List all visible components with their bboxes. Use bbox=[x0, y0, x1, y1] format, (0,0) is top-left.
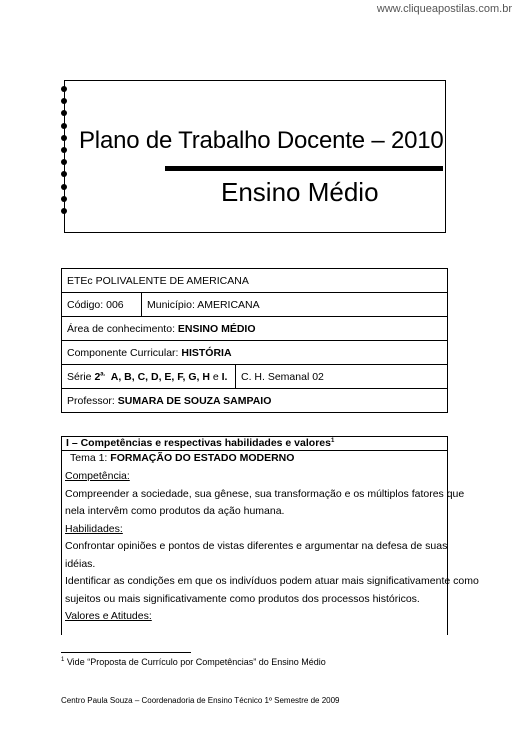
competencies-heading-text: I – Competências e respectivas habilidades e valores bbox=[66, 437, 331, 449]
document-subtitle: Ensino Médio bbox=[221, 177, 379, 207]
school-info-table bbox=[61, 268, 448, 413]
area-label: Área de conhecimento: bbox=[67, 322, 178, 335]
series-classes: A, B, C, D, E, F, G, H bbox=[105, 370, 210, 383]
document-title: Plano de Trabalho Docente – 2010 bbox=[79, 127, 444, 154]
footnote-text: Vide “Proposta de Currículo por Competências” do Ensino Médio bbox=[64, 657, 326, 667]
theme-line bbox=[65, 451, 444, 465]
school-name-cell bbox=[62, 269, 448, 293]
area-cell bbox=[62, 317, 448, 341]
valores-heading: Valores e Atitudes: bbox=[65, 610, 152, 622]
school-code: Código: 006 bbox=[67, 298, 124, 311]
series-last-class: I. bbox=[221, 370, 228, 383]
teacher-cell bbox=[62, 389, 448, 413]
footnote bbox=[61, 657, 326, 667]
code-cell bbox=[62, 293, 142, 317]
habilidade-2-line-1: Identificar as condições em que os indivíduos podem atuar mais significativamente como bbox=[65, 575, 479, 587]
competencia-heading: Competência: bbox=[65, 470, 130, 482]
page-footer: Centro Paula Souza – Coordenadoria de Ensino Técnico 1º Semestre de 2009 bbox=[61, 696, 340, 705]
footnote-separator bbox=[61, 652, 191, 653]
habilidade-1-line-1: Confrontar opiniões e pontos de vistas diferentes e argumentar na defesa de suas bbox=[65, 540, 448, 552]
series-label: Série bbox=[67, 370, 95, 383]
footnote-reference: 1 bbox=[330, 438, 335, 444]
municipality: Município: AMERICANA bbox=[147, 298, 260, 311]
series-ordinal: a. bbox=[100, 371, 106, 377]
component-label: Componente Curricular: bbox=[67, 346, 182, 359]
watermark-url: www.cliqueapostilas.com.br bbox=[376, 3, 512, 15]
series-cell bbox=[62, 365, 236, 389]
footnote-number: 1 bbox=[61, 657, 65, 663]
teacher-label: Professor: bbox=[67, 394, 118, 407]
municipality-cell bbox=[142, 293, 448, 317]
theme-label: Tema 1: bbox=[70, 452, 111, 464]
area-value: ENSINO MÉDIO bbox=[177, 322, 256, 335]
component-value: HISTÓRIA bbox=[181, 346, 232, 359]
teacher-name: SUMARA DE SOUZA SAMPAIO bbox=[117, 394, 272, 407]
theme-value: FORMAÇÃO DO ESTADO MODERNO bbox=[110, 452, 295, 464]
school-name: ETEc POLIVALENTE DE AMERICANA bbox=[67, 274, 249, 287]
habilidade-1-line-2: idéias. bbox=[65, 557, 96, 570]
weekly-hours: C. H. Semanal 02 bbox=[241, 370, 324, 383]
competencia-text-line-2: nela intervêm como produtos da ação humana. bbox=[65, 505, 285, 517]
series-conjunction: e bbox=[209, 370, 222, 383]
component-cell bbox=[62, 341, 448, 365]
competencies-section bbox=[61, 436, 479, 635]
competencia-text-line-1: Compreender a sociedade, sua gênese, sua transformação e os múltiplos fatores que bbox=[65, 487, 465, 500]
competencies-heading bbox=[62, 437, 447, 451]
habilidades-heading: Habilidades: bbox=[65, 522, 123, 535]
title-box bbox=[64, 80, 446, 233]
series-number: 2 bbox=[94, 370, 101, 383]
spiral-binding-dots bbox=[61, 86, 69, 220]
weekly-hours-cell bbox=[236, 365, 448, 389]
habilidade-2-line-2: sujeitos ou mais significativamente como produtos dos processos históricos. bbox=[65, 592, 420, 605]
title-divider-bar bbox=[165, 166, 443, 171]
